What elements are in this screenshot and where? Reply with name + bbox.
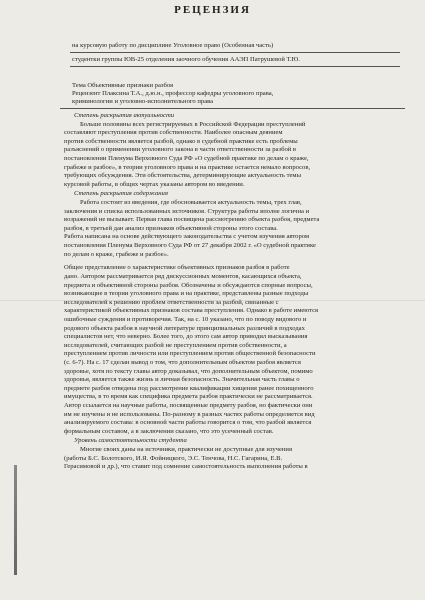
body-line: составляют преступления против собственности. Наиболее опасным деянием [64, 129, 283, 137]
body-line: исследователей к решению проблем ответственности за разбой, связанные с [64, 298, 279, 306]
body-line: возникающие в теории уголовного права и на практике, представлены разные подходы [64, 290, 309, 298]
body-line: разъяснений о применении уголовного закона в части ответственности за разбой в [64, 146, 297, 154]
body-line: имущества, в то время как специфика предмета разбоя практически не рассматривается. [64, 393, 313, 401]
body-line: исследователей, считающих разбой не преступлением против собственности, а [64, 341, 287, 349]
body-line: грабеже и разбое», в теории уголовного права и на практике остается немало вопросов, [64, 163, 311, 171]
meta-line: криминологии и уголовно-исполнительного права [72, 98, 214, 105]
divider-line [60, 108, 405, 109]
body-line: специалистов нет, что неверно. Более того, до этого сам автор приводил высказывания [64, 333, 308, 341]
body-line: здоровье, хотя по тексту главы автор доказывал, что дополнительным объектом, помимо [64, 367, 313, 375]
section-heading: Степень раскрытия актуальности [74, 112, 175, 119]
body-line: Автор ссылается на научные работы, посвященные предмету разбоя, но фактически они [64, 401, 313, 409]
body-line: (работы Б.С. Болотского, И.Я. Фойницкого, Э.С. Тенчова, Н.С. Гагарина, Е.В. [64, 454, 283, 462]
body-line: родового объекта разбоя в научной литературе принципиальных различий в подходах [64, 324, 305, 332]
body-line: постановления Пленума Верховного Суда РФ от 27 декабря 2002 г. «О судебной практике [64, 242, 316, 249]
header-line: на курсовую работу по дисциплине Уголовное право (Особенная часть) [72, 42, 274, 49]
body-line: здоровья, является также жизнь и личная безопасность. Значительная часть главы о [64, 376, 300, 384]
body-line: предмета и объективной стороны разбоя. Обозначены и обсуждаются спорные вопросы, [64, 281, 313, 289]
meta-line: Тема Объективные признаки разбоя [72, 82, 174, 89]
body-line: постановлении Пленума Верховного Суда РФ «О судебной практике по делам о краже, [64, 155, 309, 162]
body-line: (с. 6-7). На с. 17 сделан вывод о том, что дополнительным объектом разбоя является [64, 358, 301, 366]
body-line: дано. Автором рассматривается ряд дискуссионных моментов, касающихся объекта, [64, 272, 302, 280]
divider-line [70, 52, 400, 53]
body-line: преступлением против личности или преступлением против общественной безопасности [64, 350, 316, 358]
body-line: возражений не вызывает. Первая глава посвящена рассмотрению объекта разбоя, предмета [64, 216, 320, 224]
body-line: Работа состоит из введения, где обосновывается актуальность темы, трех глав, [80, 199, 302, 206]
body-line: Многие своих даны на источники, практически не доступные для изучения [80, 445, 292, 453]
section-heading: Уровень самостоятельности студента [74, 437, 187, 445]
body-line: курсовой работы, в общих чертах указаны автором во введении. [64, 180, 245, 188]
margin-line [14, 465, 17, 575]
body-line: Больше половины всех регистрируемых в Российской Федерации преступлений [80, 120, 306, 128]
body-line: предмете разбоя отведена под рассмотрение квалификации хищения ранее похищенного [64, 384, 314, 392]
meta-line: Рецензент Плаксина Т.А., д.ю.н., профессор кафедры уголовного права, [72, 90, 274, 97]
body-line: анализируемого состава: в основной части работы говорится о том, что разбой является [64, 419, 312, 427]
body-line: Работа написана на основе действующего законодательства с учетом изучения автором [64, 233, 310, 241]
body-line: по делам о краже, грабеже и разбое». [64, 250, 169, 258]
body-line: ошибочные суждения и противоречия. Так, на с. 10 указано, что по поводу видового и [64, 315, 307, 323]
body-line: формальным составом, а в заключении сказано, что это усеченный состав. [64, 427, 274, 435]
body-line: им не изучены и не использованы. По-разному в разных частях работы определяется вид [64, 410, 315, 418]
page-title: РЕЦЕНЗИЯ [174, 4, 251, 16]
section-heading: Степень раскрытия содержания [74, 190, 168, 198]
body-line: Общее представление о характеристике объективных признаков разбоя в работе [64, 264, 290, 272]
header-line: студентки группы ЮВ-25 отделения заочного обучения ААЭП Патрушевой Т.Ю. [72, 56, 300, 63]
body-line: разбоя, в третьей дан анализ признаков объективной стороны этого состава. [64, 224, 278, 232]
body-line: характеристикой объективных признаков состава преступления. Однако в работе имеются [64, 307, 319, 315]
body-line: Герасимовой и др.), что ставит под сомнение самостоятельность выполнения работы в [64, 463, 308, 471]
body-line: против собственности является разбой, однако в судебной практике есть проблемы [64, 137, 298, 145]
divider-line [70, 66, 400, 67]
body-line: требующих обсуждения. Эти обстоятельства, детерминирующие актуальность темы [64, 172, 301, 180]
body-line: заключения и списка использованных источников. Структура работы вполне логична и [64, 207, 310, 215]
